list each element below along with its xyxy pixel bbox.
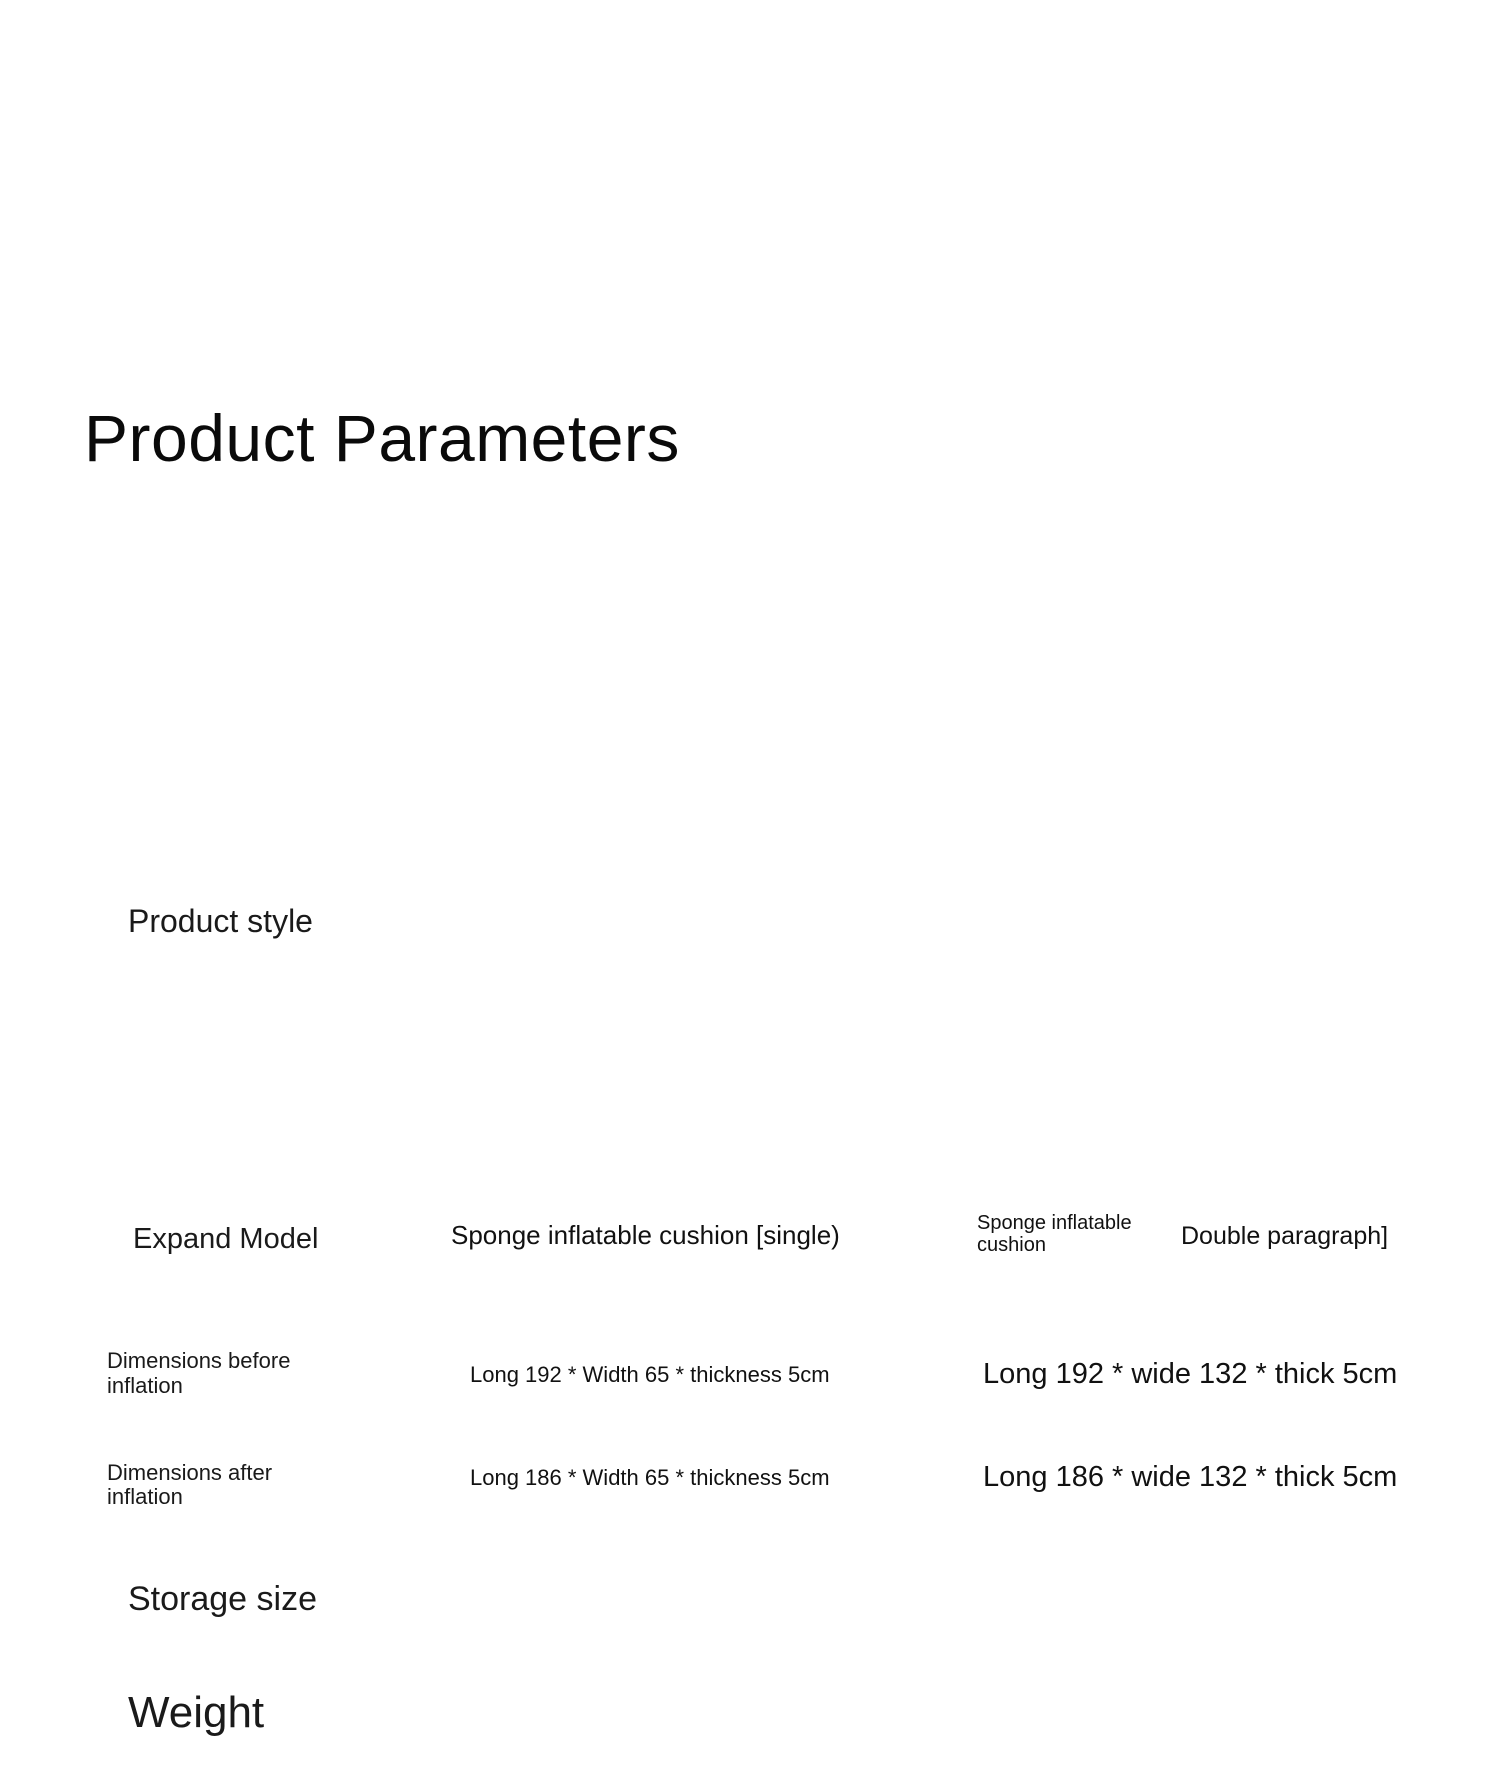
dimensions-before-label: Dimensions before inflation [107,1348,291,1398]
dimensions-after-double-value: Long 186 * wide 132 * thick 5cm [983,1461,1398,1493]
weight-label: Weight [128,1688,265,1737]
expand-model-double-value-part1: Sponge inflatable cushion [977,1212,1132,1256]
dimensions-before-double-value: Long 192 * wide 132 * thick 5cm [983,1358,1398,1390]
storage-size-label: Storage size [128,1580,317,1618]
dimensions-before-single-value: Long 192 * Width 65 * thickness 5cm [470,1362,830,1387]
expand-model-single-value: Sponge inflatable cushion [single) [451,1220,840,1250]
expand-model-label: Expand Model [133,1223,319,1255]
dimensions-after-single-value: Long 186 * Width 65 * thickness 5cm [470,1465,830,1490]
expand-model-double-value-part2: Double paragraph] [1181,1222,1389,1250]
dimensions-after-label: Dimensions after inflation [107,1460,273,1509]
product-style-label: Product style [128,903,313,939]
page-title: Product Parameters [84,401,680,475]
